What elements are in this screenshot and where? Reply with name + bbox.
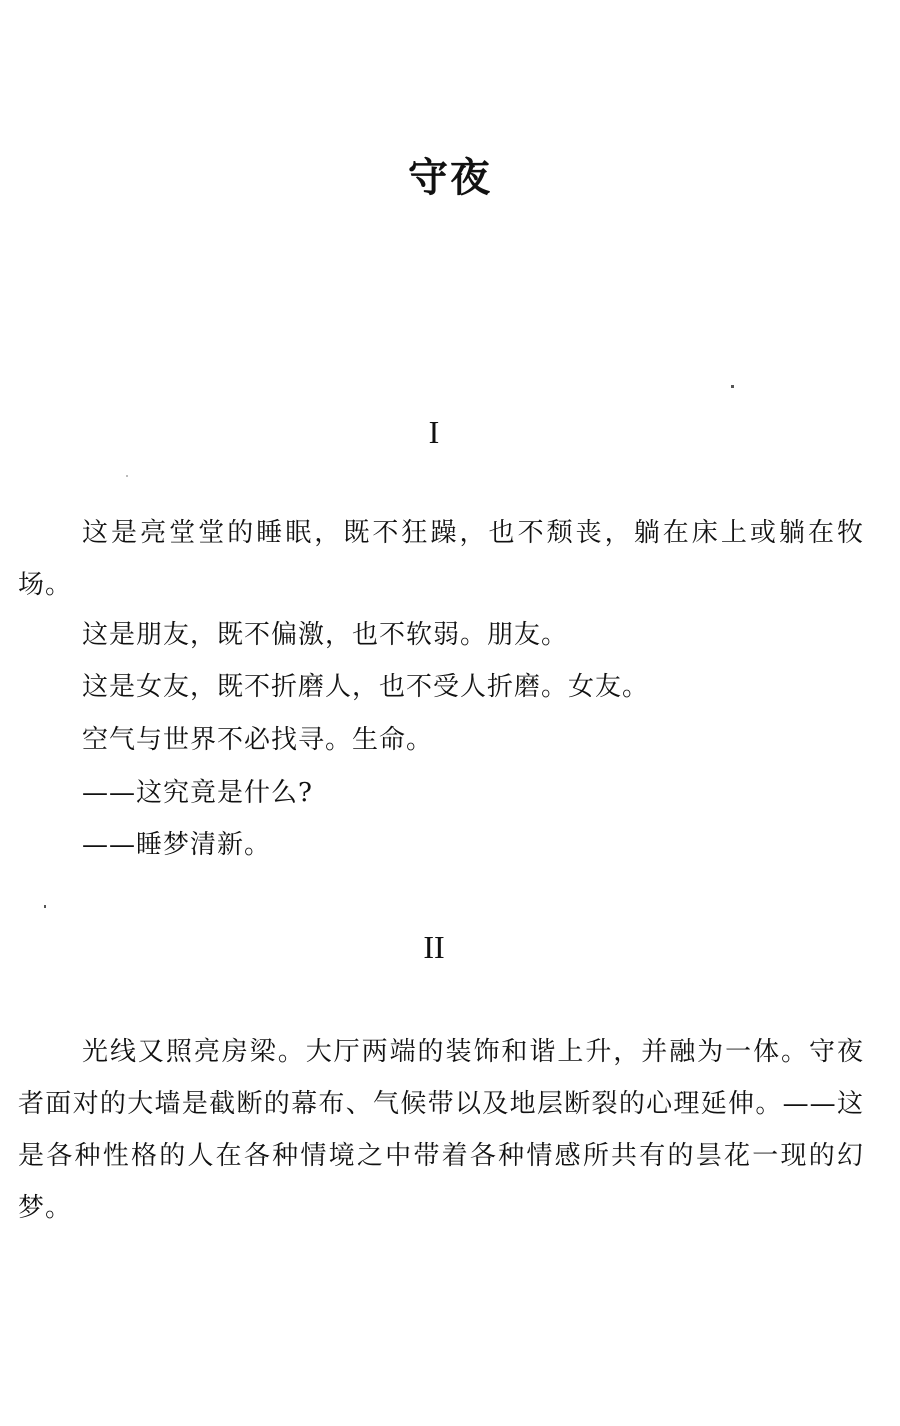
- paragraph: 这是朋友，既不偏激，也不软弱。朋友。: [82, 620, 569, 650]
- scan-speck: [731, 385, 734, 388]
- page-title: 守夜: [408, 154, 492, 201]
- section-numeral-2: II: [423, 929, 445, 965]
- paragraph: 光线又照亮房梁。大厅两端的装饰和谐上升，并融为一体。守夜者面对的大墙是截断的幕布、气候带以及地层断裂的心理延伸。——这是各种性格的人在各种情境之中带着各种情感所共有的昙花一现的幻梦。: [18, 1037, 864, 1223]
- section-numeral-1: I: [428, 414, 440, 450]
- paragraph: 空气与世界不必找寻。生命。: [82, 725, 434, 755]
- scan-speck: [44, 905, 46, 908]
- dialogue-line: ——睡梦清新。: [82, 830, 272, 860]
- dialogue-line: ——这究竟是什么?: [82, 778, 313, 808]
- paragraph: 这是女友，既不折磨人，也不受人折磨。女友。: [82, 672, 650, 702]
- scan-speck: [126, 475, 128, 477]
- paragraph: 这是亮堂堂的睡眠，既不狂躁，也不颓丧，躺在床上或躺在牧场。: [18, 518, 864, 600]
